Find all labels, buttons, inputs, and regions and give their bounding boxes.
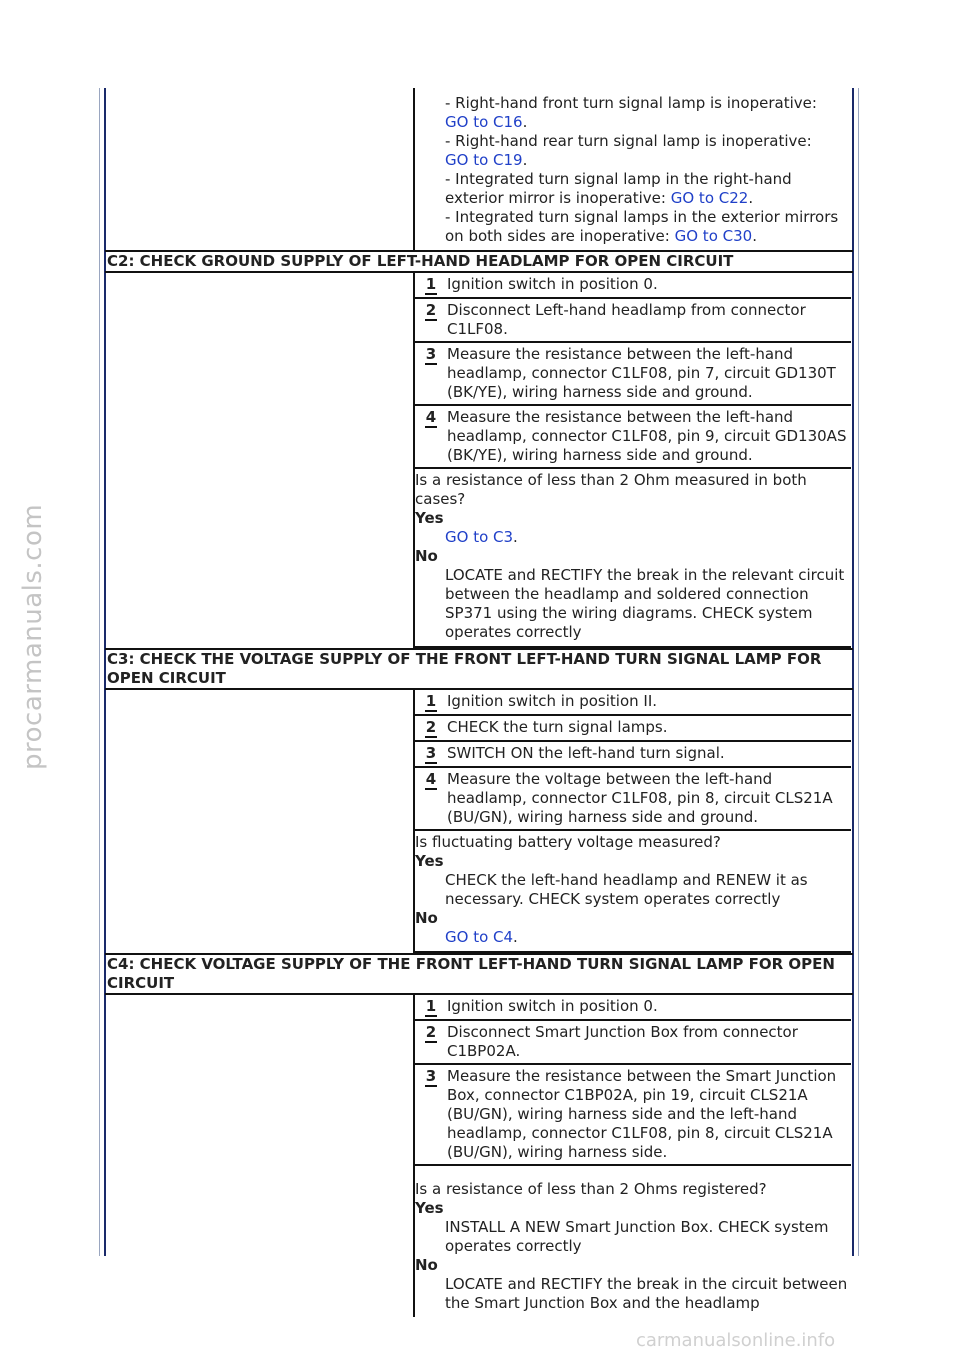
no-answer: GO to C4.: [445, 928, 518, 946]
section-title: C2: CHECK GROUND SUPPLY OF LEFT-HAND HEADLAMP FOR OPEN CIRCUIT: [105, 250, 853, 273]
section-c2: [105, 250, 853, 648]
step-number: 3: [425, 1067, 437, 1085]
no-answer: LOCATE and RECTIFY the break in the circuit between the Smart Junction Box and the headlamp: [445, 1275, 848, 1312]
step-number: 3: [425, 345, 437, 363]
continued-line: - Integrated turn signal lamp in the right-hand exterior mirror is inoperative: GO to C22.: [445, 170, 792, 207]
goto-link[interactable]: GO to C16: [445, 113, 523, 131]
step-text: Measure the voltage between the left-hand headlamp, connector C1LF08, pin 8, circuit CLS21A (BU/GN), wiring harness side and ground.: [447, 770, 833, 826]
step: [415, 1021, 851, 1065]
no-answer: LOCATE and RECTIFY the break in the relevant circuit between the headlamp and soldered connection SP371 using the wiring diagrams. CHECK system operates correctly: [445, 566, 845, 641]
yes-answer: GO to C3.: [445, 528, 518, 546]
continued-list: [413, 88, 853, 250]
diagnostic-document: [105, 88, 853, 1317]
question-text: Is a resistance of less than 2 Ohms registered?: [415, 1180, 767, 1198]
step-text: Measure the resistance between the left-hand headlamp, connector C1LF08, pin 9, circuit GD130AS (BK/YE), wiring harness side and ground.: [447, 408, 847, 464]
step-text: SWITCH ON the left-hand turn signal.: [447, 744, 725, 762]
question-block: [415, 1166, 851, 1317]
question-block: [415, 469, 851, 648]
step-text: Measure the resistance between the Smart Junction Box, connector C1BP02A, pin 19, circuit CLS21A (BU/GN), wiring harness side and the left-hand headlamp, connector C1LF08, pin 8, circuit CLS21A (BU/GN), wiring harness side.: [447, 1067, 837, 1161]
goto-link[interactable]: GO to C22: [670, 189, 749, 207]
no-label: No: [415, 547, 438, 565]
step: [415, 768, 851, 831]
step-number: 2: [425, 301, 437, 319]
yes-label: Yes: [415, 852, 444, 870]
question-text: Is fluctuating battery voltage measured?: [415, 833, 721, 851]
section-c3: [105, 648, 853, 953]
step-number: 1: [425, 275, 437, 293]
step-number: 1: [425, 997, 437, 1015]
step: [415, 343, 851, 406]
step-number: 4: [425, 770, 437, 788]
continued-line: - Right-hand front turn signal lamp is inoperative: GO to C16.: [445, 94, 817, 131]
step: [415, 690, 851, 716]
step-text: CHECK the turn signal lamps.: [447, 718, 668, 736]
step-text: Disconnect Left-hand headlamp from connector C1LF08.: [447, 301, 806, 338]
section-c4: [105, 953, 853, 1317]
goto-link[interactable]: GO to C19: [445, 151, 523, 169]
watermark-bottom: carmanualsonline.info: [636, 1330, 836, 1351]
step-text: Ignition switch in position 0.: [447, 997, 658, 1015]
step: [415, 742, 851, 768]
step: [415, 406, 851, 469]
step: [415, 299, 851, 343]
step-text: Ignition switch in position 0.: [447, 275, 658, 293]
step: [415, 1065, 851, 1166]
step-text: Measure the resistance between the left-hand headlamp, connector C1LF08, pin 7, circuit GD130T (BK/YE), wiring harness side and ground.: [447, 345, 836, 401]
step: [415, 716, 851, 742]
step-number: 2: [425, 718, 437, 736]
yes-label: Yes: [415, 509, 444, 527]
step-number: 3: [425, 744, 437, 762]
step-text: Ignition switch in position II.: [447, 692, 658, 710]
question-block: [415, 831, 851, 953]
frame-line-left-outer: [99, 88, 100, 1256]
goto-link[interactable]: GO to C3: [445, 528, 514, 546]
section-title: C3: CHECK THE VOLTAGE SUPPLY OF THE FRONT LEFT-HAND TURN SIGNAL LAMP FOR OPEN CIRCUIT: [105, 648, 853, 690]
step-number: 4: [425, 408, 437, 426]
yes-answer: CHECK the left-hand headlamp and RENEW it as necessary. CHECK system operates correctly: [445, 871, 808, 908]
yes-answer: INSTALL A NEW Smart Junction Box. CHECK system operates correctly: [445, 1218, 829, 1255]
continued-block: [105, 88, 853, 250]
goto-link[interactable]: GO to C4: [445, 928, 514, 946]
frame-line-right-outer: [858, 88, 859, 1256]
step-number: 1: [425, 692, 437, 710]
watermark-side: procarmanuals.com: [18, 503, 48, 770]
step: [415, 273, 851, 299]
goto-link[interactable]: GO to C30: [674, 227, 753, 245]
yes-label: Yes: [415, 1199, 444, 1217]
no-label: No: [415, 909, 438, 927]
no-label: No: [415, 1256, 438, 1274]
section-title: C4: CHECK VOLTAGE SUPPLY OF THE FRONT LEFT-HAND TURN SIGNAL LAMP FOR OPEN CIRCUIT: [105, 953, 853, 995]
step-text: Disconnect Smart Junction Box from connector C1BP02A.: [447, 1023, 798, 1060]
step: [415, 995, 851, 1021]
question-text: Is a resistance of less than 2 Ohm measured in both cases?: [415, 471, 807, 508]
continued-line: - Right-hand rear turn signal lamp is inoperative: GO to C19.: [445, 132, 812, 169]
continued-line: - Integrated turn signal lamps in the exterior mirrors on both sides are inoperative: GO to C30.: [445, 208, 839, 245]
step-number: 2: [425, 1023, 437, 1041]
